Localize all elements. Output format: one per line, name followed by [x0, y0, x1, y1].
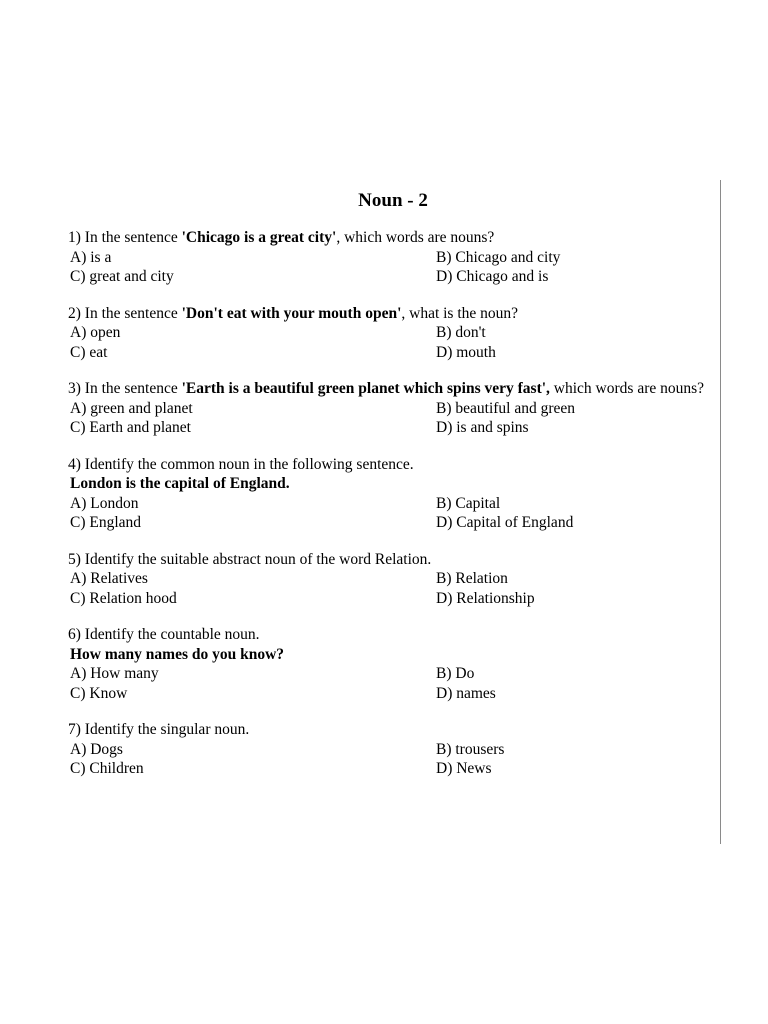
worksheet-title: Noun - 2 [358, 190, 428, 211]
answer-options [70, 740, 708, 779]
stem-text: 2) In the sentence [68, 304, 182, 322]
question-stem: 4) Identify the common noun in the following sentence. [68, 455, 414, 473]
option-b[interactable]: B) Chicago and city [436, 248, 561, 266]
option-c[interactable]: C) England [70, 514, 142, 531]
option-a[interactable]: A) is a [70, 248, 112, 266]
stem-text: 3) In the sentence [68, 380, 182, 397]
option-b[interactable]: B) Capital [436, 494, 501, 512]
option-b[interactable]: B) Do [436, 665, 475, 682]
question-stem [68, 379, 708, 399]
option-a[interactable]: A) open [70, 324, 121, 341]
option-d[interactable]: D) Relationship [436, 589, 535, 607]
option-d[interactable]: D) Chicago and is [436, 268, 549, 285]
option-a[interactable]: A) London [70, 494, 139, 512]
option-b[interactable]: B) beautiful and green [436, 399, 576, 417]
option-b[interactable]: B) trousers [436, 740, 505, 758]
option-a[interactable]: A) Dogs [70, 740, 123, 758]
answer-options [70, 399, 708, 438]
question-4 [68, 455, 708, 533]
answer-options [70, 664, 708, 703]
question-stem [68, 228, 708, 248]
question-sentence: London is the capital of England. [70, 475, 290, 492]
option-a[interactable]: A) How many [70, 665, 159, 682]
option-c[interactable]: C) Relation hood [70, 589, 177, 607]
question-stem: 7) Identify the singular noun. [68, 721, 250, 738]
question-7 [68, 720, 708, 779]
question-6 [68, 625, 708, 703]
question-3 [68, 379, 708, 438]
stem-text: 1) In the sentence [68, 229, 182, 246]
stem-quote: 'Earth is a beautiful green planet which spins very fast', [181, 380, 550, 397]
option-d[interactable]: D) mouth [436, 343, 496, 361]
option-d[interactable]: D) Capital of England [436, 514, 574, 531]
option-a[interactable]: A) Relatives [70, 570, 148, 587]
option-c[interactable]: C) eat [70, 343, 108, 361]
answer-options [70, 323, 708, 362]
question-sentence: How many names do you know? [70, 645, 285, 663]
question-stem [68, 304, 708, 324]
question-1 [68, 228, 708, 287]
option-a[interactable]: A) green and planet [70, 399, 193, 417]
option-b[interactable]: B) Relation [436, 570, 508, 587]
option-b[interactable]: B) don't [436, 324, 486, 341]
option-c[interactable]: C) Earth and planet [70, 419, 191, 436]
worksheet [68, 190, 708, 796]
stem-quote: 'Don't eat with your mouth open' [181, 304, 402, 322]
option-c[interactable]: C) great and city [70, 268, 174, 285]
answer-options [70, 248, 708, 287]
answer-options [70, 494, 708, 533]
option-c[interactable]: C) Children [70, 760, 144, 777]
stem-quote: 'Chicago is a great city' [181, 229, 337, 246]
stem-text-end: , what is the noun? [401, 304, 519, 322]
option-d[interactable]: D) News [436, 760, 492, 777]
option-d[interactable]: D) is and spins [436, 419, 529, 436]
option-c[interactable]: C) Know [70, 684, 128, 702]
question-2 [68, 304, 708, 363]
option-d[interactable]: D) names [436, 684, 496, 702]
stem-text-end: , which words are nouns? [336, 229, 495, 246]
question-stem: 6) Identify the countable noun. [68, 626, 260, 643]
answer-options [70, 569, 708, 608]
question-stem: 5) Identify the suitable abstract noun of the word Relation. [68, 550, 432, 568]
question-5 [68, 550, 708, 609]
stem-text-end: which words are nouns? [549, 380, 705, 397]
page-edge-rule [720, 180, 721, 844]
